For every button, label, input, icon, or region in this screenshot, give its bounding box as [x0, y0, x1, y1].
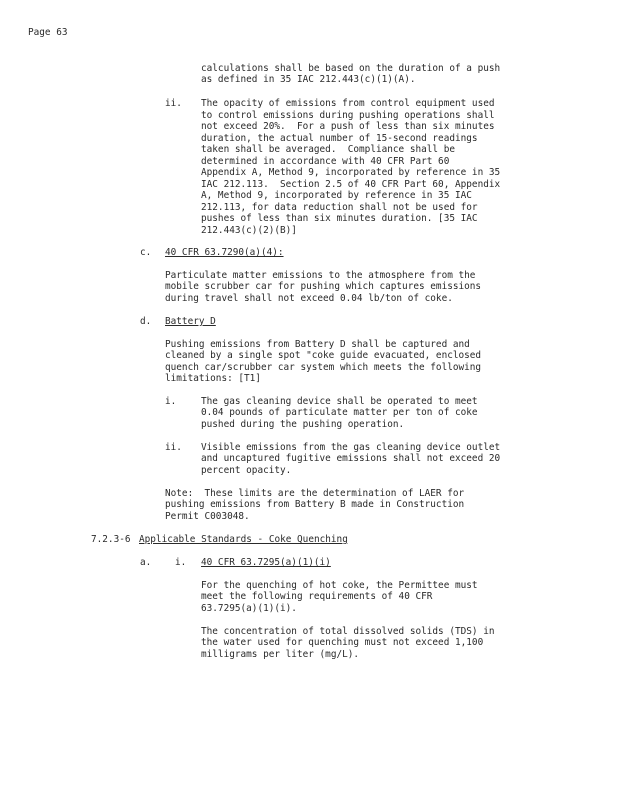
item-a-i-heading: 40 CFR 63.7295(a)(1)(i)	[201, 557, 331, 568]
item-d-heading: Battery D	[165, 316, 216, 327]
page-number: Page 63	[28, 27, 68, 38]
item-c-heading: 40 CFR 63.7290(a)(4):	[165, 247, 284, 258]
section-title: Applicable Standards - Coke Quenching	[139, 534, 348, 545]
section-number: 7.2.3-6	[91, 534, 131, 545]
